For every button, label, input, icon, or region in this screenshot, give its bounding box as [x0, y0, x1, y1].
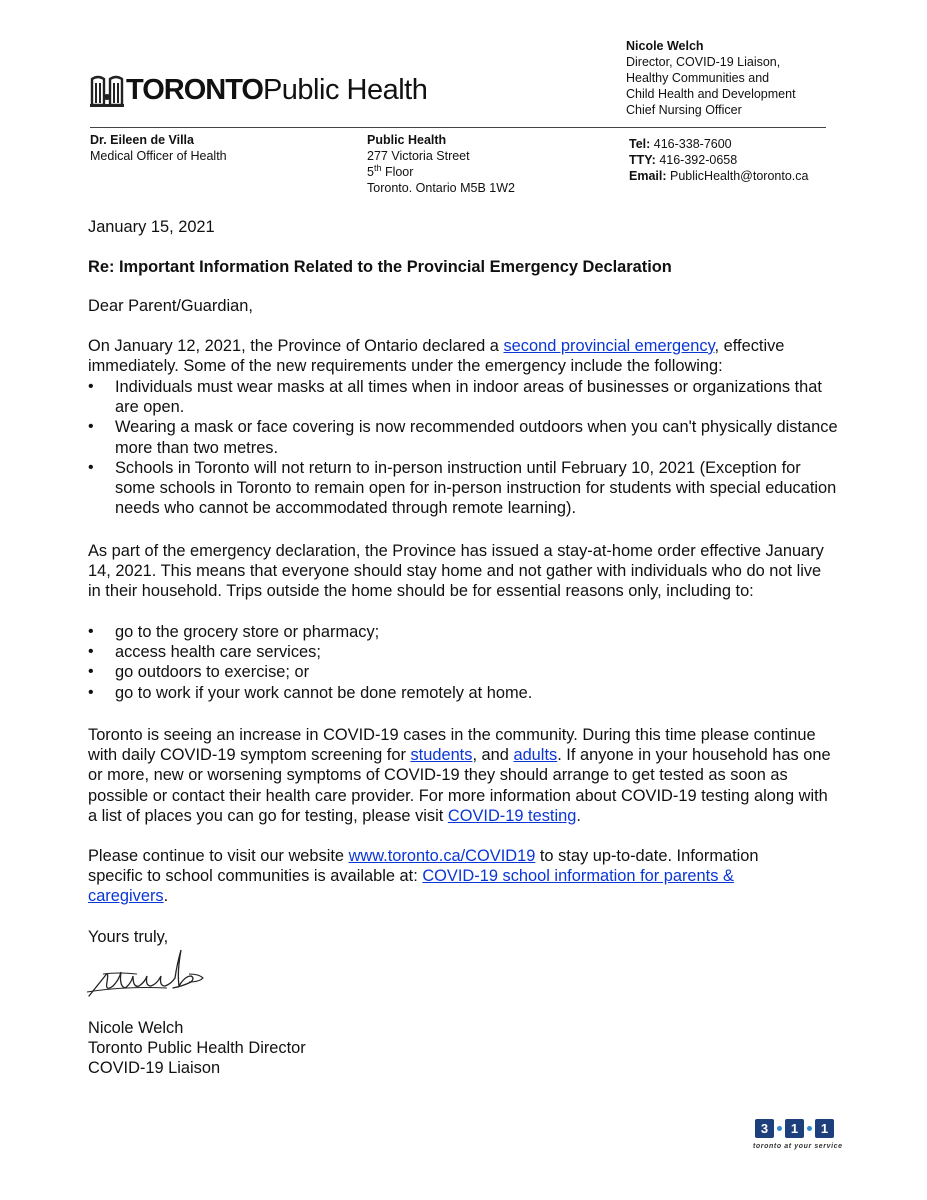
students-link[interactable]: students: [410, 746, 473, 765]
paragraph-stay-at-home: As part of the emergency declaration, the Province has issued a stay-at-home order effective January 14, 2021. This means that everyone should stay home and not gather with individuals who do not live in their household. Trips outside the home should be for essential reasons only, including to:: [88, 542, 824, 601]
toronto-311-logo: [755, 1119, 834, 1138]
email-value: PublicHealth@toronto.ca: [670, 169, 809, 183]
logo-digit: 1: [785, 1119, 804, 1138]
contact-tty: [629, 152, 808, 168]
logo-bold-text: TORONTO: [126, 74, 263, 106]
email-label: Email:: [629, 169, 667, 183]
contact-tel: [629, 136, 808, 152]
p3-text: . If anyone in your household has one or more, new or worsening symptoms of COVID-19 they should arrange to get tested as soon as possible or contact their health care provider. For more information about COVID-19 testing along with a list of places you can go for testing, please visit: [88, 746, 831, 825]
logo-dot: [777, 1119, 782, 1138]
tel-label: Tel:: [629, 137, 651, 151]
paragraph-screening: [88, 725, 836, 826]
moh-title: Medical Officer of Health: [90, 149, 227, 163]
city-hall-icon: [90, 73, 124, 107]
moh-name: Dr. Eileen de Villa: [90, 133, 194, 147]
paragraph-emergency: [88, 336, 838, 376]
sender-title-line: Child Health and Development: [626, 87, 796, 101]
p3-text: , and: [472, 746, 514, 765]
p1-text-after: , effective immediately. Some of the new requirements under the emergency include the following:: [88, 337, 785, 376]
contact-block: [629, 136, 808, 184]
address-floor: [367, 164, 515, 180]
logo-digit: 3: [755, 1119, 774, 1138]
toronto-311-tagline: toronto at your service: [753, 1143, 843, 1150]
letter-subject: Re: Important Information Related to the Provincial Emergency Declaration: [88, 258, 672, 276]
tel-value: 416-338-7600: [653, 137, 732, 151]
list-item: • go to work if your work cannot be done remotely at home.: [88, 683, 838, 703]
list-item: • access health care services;: [88, 642, 838, 662]
list-item: • go outdoors to exercise; or: [88, 662, 838, 682]
website-link[interactable]: www.toronto.ca/COVID19: [348, 847, 536, 865]
logo-regular-text: Public Health: [262, 74, 428, 106]
address-street: 277 Victoria Street: [367, 149, 470, 163]
header-divider: [90, 127, 826, 128]
requirements-list: [88, 377, 838, 518]
address-floor-word: Floor: [381, 165, 414, 179]
p1-text: On January 12, 2021, the Province of Ontario declared a: [88, 337, 504, 355]
tty-value: 416-392-0658: [659, 153, 738, 167]
address-heading: Public Health: [367, 133, 447, 147]
sender-name: Nicole Welch: [626, 39, 704, 53]
signer-title: COVID-19 Liaison: [88, 1059, 221, 1078]
covid-19-testing-link[interactable]: COVID-19 testing: [447, 806, 577, 825]
signer-name: Nicole Welch: [88, 1019, 184, 1037]
paragraph-website: [88, 846, 808, 907]
p3-text: Toronto is seeing an increase in COVID-19 cases in the community. During this time please continue with daily COVID-19 symptom screening for: [88, 726, 816, 765]
logo-dot: [807, 1119, 812, 1138]
contact-email: [629, 168, 808, 184]
adults-link[interactable]: adults: [513, 746, 558, 765]
letter-date: January 15, 2021: [88, 218, 215, 236]
signer-title: Toronto Public Health Director: [88, 1039, 306, 1058]
p3-text: .: [576, 806, 581, 825]
list-item: • Individuals must wear masks at all times when in indoor areas of businesses or organizations that are open.: [88, 377, 838, 417]
address-floor-suffix: th: [373, 162, 382, 173]
second-provincial-emergency-link[interactable]: second provincial emergency: [503, 337, 715, 355]
address-block: [367, 132, 515, 196]
logo-digit: 1: [815, 1119, 834, 1138]
school-information-link[interactable]: COVID-19 school information for parents & caregivers: [88, 867, 734, 906]
list-item: • go to the grocery store or pharmacy;: [88, 622, 838, 642]
sender-title-line: Healthy Communities and: [626, 71, 770, 85]
letter-salutation: Dear Parent/Guardian,: [88, 297, 253, 315]
moh-block: [90, 132, 227, 164]
list-item: • Schools in Toronto will not return to in-person instruction until February 10, 2021 (Exception for some schools in Toronto to remain open for in-person instruction for students with special education needs who cannot be accommodated through remote learning).: [88, 458, 838, 519]
sender-title-line: Director, COVID-19 Liaison,: [626, 55, 781, 69]
p4-text: to stay up-to-date. Information specific to school communities is available at:: [88, 847, 759, 886]
signer-block: [88, 1018, 306, 1079]
logo-wordmark: [126, 72, 427, 108]
tty-label: TTY:: [629, 153, 656, 167]
p4-text: .: [163, 887, 169, 906]
list-item: • Wearing a mask or face covering is now recommended outdoors when you can't physically distance more than two metres.: [88, 417, 838, 457]
address-floor-number: 5: [367, 165, 374, 179]
sender-block: [626, 38, 796, 118]
essential-reasons-list: [88, 622, 838, 703]
handwritten-signature: [85, 946, 210, 1002]
address-city: Toronto. Ontario M5B 1W2: [367, 181, 515, 195]
sender-title-line: Chief Nursing Officer: [626, 103, 742, 117]
letter-closing: Yours truly,: [88, 928, 169, 946]
toronto-public-health-logo: [90, 72, 427, 108]
p4-text: Please continue to visit our website: [88, 847, 349, 865]
